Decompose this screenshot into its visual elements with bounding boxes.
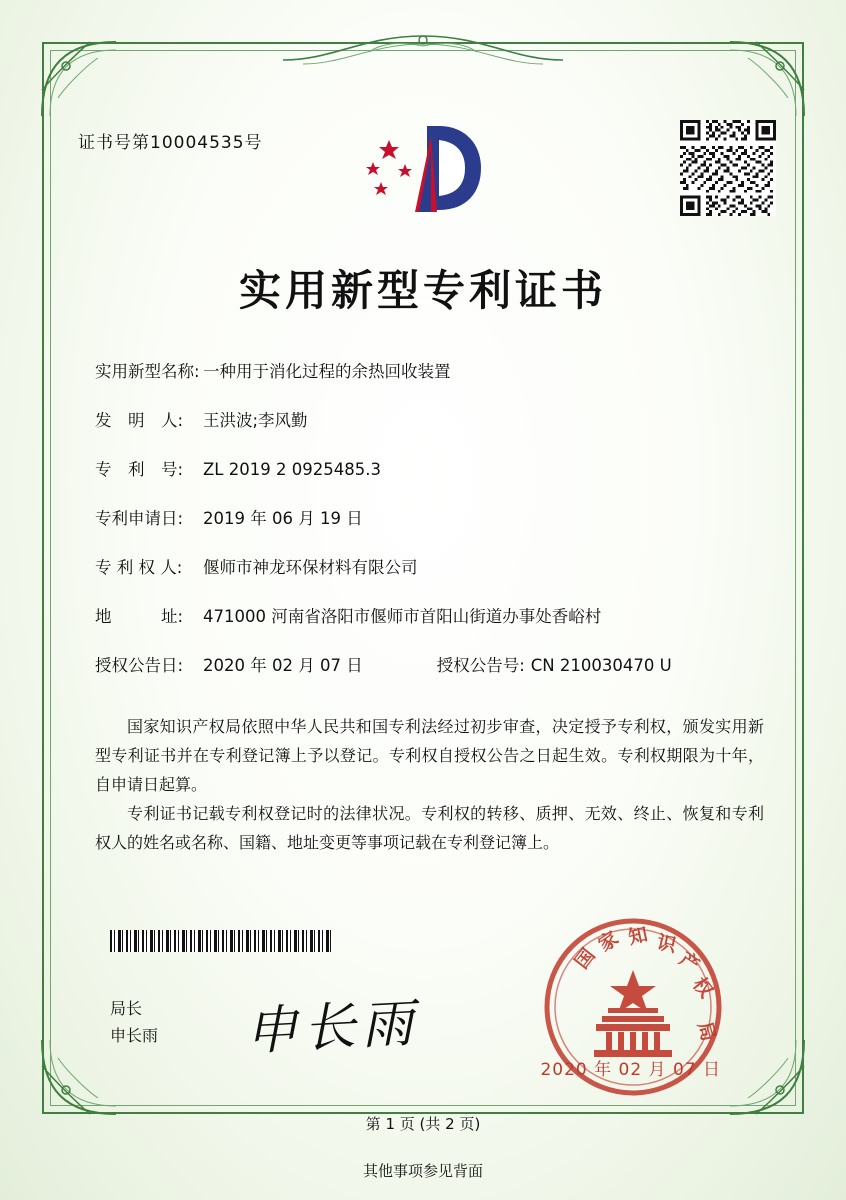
handwritten-signature: 申长雨 xyxy=(243,993,421,1063)
legal-paragraph-2: 专利证书记载专利权登记时的法律状况。专利权的转移、质押、无效、终止、恢复和专利权人的姓名或名称、国籍、地址变更等事项记载在专利登记簿上。 xyxy=(95,804,764,852)
field-value: 2019 年 06 月 19 日 xyxy=(203,509,363,528)
seal-date: 2020 年 02 月 07 日 xyxy=(540,1060,721,1080)
signature-role-label: 局长 xyxy=(110,999,143,1018)
page-number: 第 1 页 (共 2 页) xyxy=(365,1115,481,1133)
field-label-grant-no: 授权公告号: xyxy=(436,656,525,675)
field-row-address xyxy=(95,603,766,627)
field-value-grant-date: 2020 年 02 月 07 日 xyxy=(203,656,363,675)
signature-name: 申长雨 xyxy=(110,1026,159,1045)
page-title: 实用新型专利证书 xyxy=(238,266,607,315)
svg-text:产: 产 xyxy=(675,947,704,977)
field-value: ZL 2019 2 0925485.3 xyxy=(203,460,381,479)
field-row-grant xyxy=(95,652,766,676)
field-row-patent-no xyxy=(95,456,766,480)
field-row-name xyxy=(95,358,766,382)
top-border-ornament xyxy=(273,30,573,75)
field-value: 王洪波;李风勤 xyxy=(203,411,308,430)
svg-text:识: 识 xyxy=(654,931,679,957)
legal-paragraph-1: 国家知识产权局依照中华人民共和国专利法经过初步审查，决定授予专利权，颁发实用新型专利证书并在专利登记簿上予以登记。专利权自授权公告之日起生效。专利权期限为十年，自申请日起算。 xyxy=(95,717,764,794)
field-value: 471000 河南省洛阳市偃师市首阳山街道办事处香峪村 xyxy=(203,607,602,626)
field-row-application-date xyxy=(95,505,766,529)
svg-text:知: 知 xyxy=(626,923,650,949)
field-value: 一种用于消化过程的余热回收装置 xyxy=(203,362,451,381)
field-label: 发 明 人: xyxy=(95,411,184,430)
field-label: 专 利 权 人: xyxy=(95,558,183,577)
certificate-number: 证书号第10004535号 xyxy=(78,133,263,153)
cnipa-logo-icon xyxy=(353,118,493,218)
field-value: 偃师市神龙环保材料有限公司 xyxy=(203,558,418,577)
corner-ornament-top-right xyxy=(724,36,810,122)
corner-ornament-bottom-right xyxy=(724,1034,810,1120)
qr-code-icon xyxy=(680,120,776,216)
footnote: 其他事项参见背面 xyxy=(362,1162,483,1180)
field-list xyxy=(95,358,766,701)
field-label: 实用新型名称: xyxy=(95,362,200,381)
field-row-patentee xyxy=(95,554,766,578)
corner-ornament-top-left xyxy=(36,36,122,122)
svg-text:国: 国 xyxy=(570,944,600,974)
svg-text:权: 权 xyxy=(688,973,718,1003)
svg-text:局: 局 xyxy=(693,1019,720,1044)
svg-text:家: 家 xyxy=(594,927,623,957)
field-row-inventor xyxy=(95,407,766,431)
barcode-icon xyxy=(110,930,332,952)
field-value-grant-no: CN 210030470 U xyxy=(530,656,672,675)
field-label: 专利申请日: xyxy=(95,509,184,528)
field-label: 专 利 号: xyxy=(95,460,184,479)
field-label: 地 址: xyxy=(95,607,184,626)
signature-block xyxy=(110,995,158,1049)
legal-text xyxy=(95,712,764,857)
field-label-grant-date: 授权公告日: xyxy=(95,656,184,675)
